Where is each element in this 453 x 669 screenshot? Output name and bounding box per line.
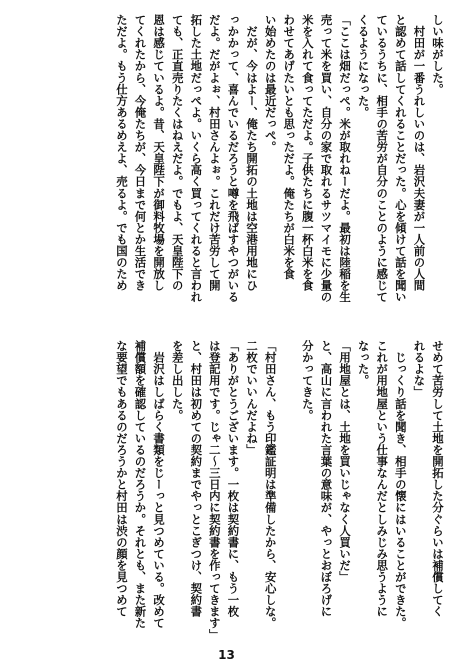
text-column: しい味がした。	[431, 14, 445, 95]
text-column: 村田が一番うれしいのは、岩沢夫妻が一人前の人間	[412, 14, 427, 292]
text-column: だよ。だがよぉ、村田さんよぉ。これだけ苦労して開	[207, 14, 222, 292]
text-column: 補償額を確認しているのだろうか。それとも、また新た	[133, 340, 148, 629]
text-column: 「用地屋とは、土地を買いじゃなく人買いだ」	[338, 340, 353, 583]
text-column: 分かってきた。	[300, 340, 315, 421]
top-text-block	[112, 14, 447, 303]
page-number: 13	[218, 648, 235, 662]
text-column: は登記用です。じゃ二〜三日内に契約書を作ってきます」	[207, 340, 222, 641]
text-column: 二枚でいいんだよね」	[245, 340, 260, 456]
text-column: じっくり話を聞き、相手の懐にはいることができた。	[393, 340, 408, 629]
text-column: 米を入れて食ってただよ。子供たちに腹一杯白米を食	[300, 14, 315, 292]
text-column: なった。	[356, 340, 371, 387]
text-column: 「ここは畑だっぺ。米が取れねーだよ。最初は陸稲を生	[338, 14, 353, 303]
text-column: だが、今はよー、俺たち開拓の土地は空港用地にひ	[245, 14, 260, 292]
text-column: てくれたから、今俺たちが、今日まで何とか生活でき	[133, 14, 148, 292]
text-column: ているうちに、相手の苦労が自分のことのように感じて	[375, 14, 390, 303]
text-column: を差し出した。	[170, 340, 185, 421]
text-column: と、村田は初めての契約までやっとこぎつけ、契約書	[189, 340, 204, 618]
text-column	[280, 340, 299, 610]
text-column: ても、正直売りたくはねえだよ。でもよ、天皇陛下の	[170, 14, 185, 292]
text-column: な要望でもあるのだろうかと村田は渋の顔を見つめて	[114, 340, 129, 618]
text-column: れるよな」	[412, 340, 427, 398]
text-column: 岩沢はしばらく書類をじーっと見つめている。改めて	[152, 340, 167, 629]
text-column: せめて苦労して土地を開拓した分ぐらいは補償してく	[431, 340, 445, 618]
text-column: ただよ。もう仕方あるめえよ、売るよ。でも国のため	[114, 14, 129, 292]
text-column: 売って米を買い、自分の家で取れるサツマイモに少量の	[319, 14, 334, 303]
text-column: これが用地屋という仕事なんだとしみじみ思うように	[375, 340, 390, 618]
text-column: い始めたのは最近だっぺ。	[263, 14, 278, 153]
text-column: 「ありがとうございます。一枚は契約書に、もう一枚	[226, 340, 241, 618]
text-column: 恩は感じているよ。昔、天皇陛下が御料牧場を開放し	[152, 14, 167, 292]
text-column: 拓した土地だっぺよ。いくら高く買ってくれると言われ	[189, 14, 204, 303]
text-column: と認めて話してくれることだった。心を傾けて話を聞い	[393, 14, 408, 303]
bottom-text-block	[112, 340, 447, 641]
text-column: と、高山に言われた言葉の意味が、やっとおぼろげに	[319, 340, 334, 618]
text-column: わせてあげたいとも思っただよ。俺たちが白米を食	[282, 14, 297, 280]
text-column: 「村田さん、もう印鑑証明は準備したから、安心しな。	[263, 340, 278, 629]
text-column: っかかって、喜んでいるだろうと噂を飛ばすやつがいる	[226, 14, 241, 303]
text-column: くるようになった。	[356, 14, 371, 118]
